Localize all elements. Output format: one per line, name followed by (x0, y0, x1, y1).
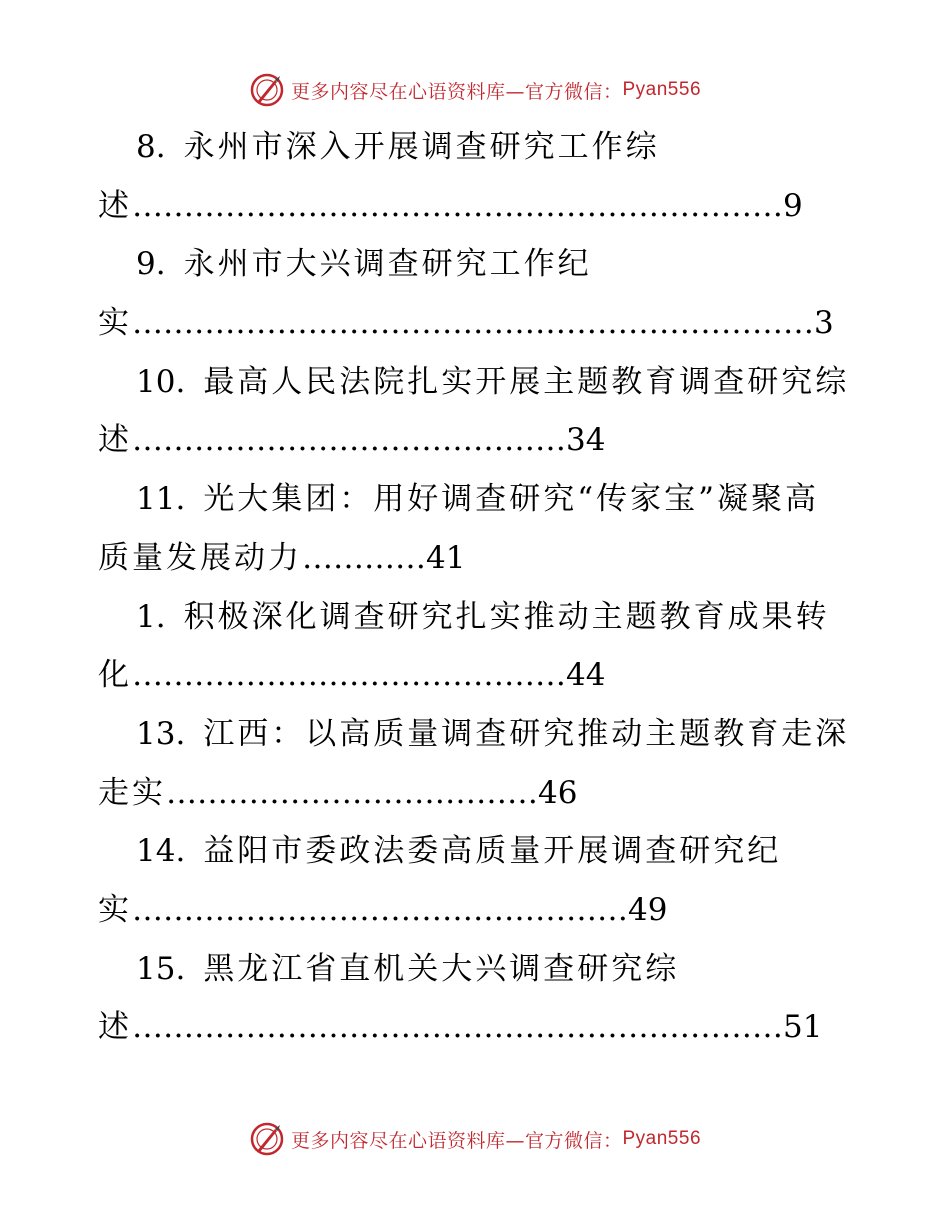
toc-entry[interactable] (98, 822, 858, 939)
toc-title: 益阳市委政法委高质量开展调查研究纪 (203, 833, 782, 870)
toc-page-number: 49 (628, 891, 668, 928)
toc-title: 永州市大兴调查研究工作纪 (183, 246, 592, 283)
watermark-text: 更多内容尽在心语资料库—官方微信： (290, 80, 623, 103)
toc-title: 江西：以高质量调查研究推动主题教育走深 (203, 715, 850, 752)
toc-page-number: 3 (814, 305, 834, 342)
toc-title-continued: 实 (98, 891, 132, 928)
watermark-account: Pyan556 (622, 1128, 702, 1149)
toc-entry[interactable] (98, 705, 858, 822)
toc-page-number: 46 (538, 774, 578, 811)
watermark-text: 更多内容尽在心语资料库—官方微信： (290, 1129, 623, 1152)
toc-page-number: 9 (783, 187, 803, 224)
toc-page-number: 34 (566, 422, 606, 459)
quill-pen-circle-icon (249, 72, 285, 108)
toc-title-continued: 质量发展动力 (98, 539, 302, 576)
toc-leader-dots: …………………………………… (132, 657, 566, 694)
toc-number: 13. (136, 715, 186, 752)
toc-page-number: 51 (783, 1009, 823, 1046)
toc-page-number: 41 (426, 539, 466, 576)
toc-number: 10. (136, 363, 186, 400)
toc-entry[interactable] (98, 235, 858, 352)
toc-entry[interactable] (98, 353, 858, 470)
toc-title-continued: 述 (98, 1009, 132, 1046)
watermark-banner-bottom (0, 1119, 950, 1159)
toc-number: 11. (136, 481, 186, 518)
toc-leader-dots: ……………………………………………………… (132, 1009, 783, 1046)
quill-pen-circle-icon (249, 1121, 285, 1157)
toc-title-continued: 化 (98, 657, 132, 694)
toc-leader-dots: ………………………………………… (132, 891, 628, 928)
toc-number: 9. (136, 246, 166, 283)
toc-page-number: 44 (566, 657, 606, 694)
toc-leader-dots: ……………………………………………………… (132, 187, 783, 224)
toc-title-continued: 述 (98, 187, 132, 224)
watermark-account: Pyan556 (622, 79, 702, 100)
toc-number: 8. (136, 129, 166, 165)
toc-title-continued: 实 (98, 305, 132, 342)
toc-title: 积极深化调查研究扎实推动主题教育成果转 (183, 598, 830, 635)
toc-entry[interactable] (98, 118, 858, 235)
toc-entry[interactable] (98, 588, 858, 705)
toc-title-continued: 述 (98, 422, 132, 459)
toc-title: 光大集团：用好调查研究“传家宝”凝聚高 (203, 481, 820, 518)
toc-leader-dots: …………………………………… (132, 422, 566, 459)
toc-entry[interactable] (98, 940, 858, 1057)
toc-title: 永州市深入开展调查研究工作综 (183, 129, 660, 165)
table-of-contents (98, 118, 858, 1057)
toc-title: 最高人民法院扎实开展主题教育调查研究综 (203, 363, 850, 400)
toc-number: 14. (136, 833, 186, 870)
toc-leader-dots: ……………………………… (166, 774, 538, 811)
toc-leader-dots: ………………………………………………………… (132, 305, 814, 342)
toc-title-continued: 走实 (98, 774, 166, 811)
toc-title: 黑龙江省直机关大兴调查研究综 (203, 950, 680, 987)
toc-number: 1. (136, 598, 166, 635)
toc-number: 15. (136, 950, 186, 987)
toc-leader-dots: ………… (302, 539, 426, 576)
toc-entry[interactable] (98, 470, 858, 587)
watermark-banner-top (0, 70, 950, 110)
